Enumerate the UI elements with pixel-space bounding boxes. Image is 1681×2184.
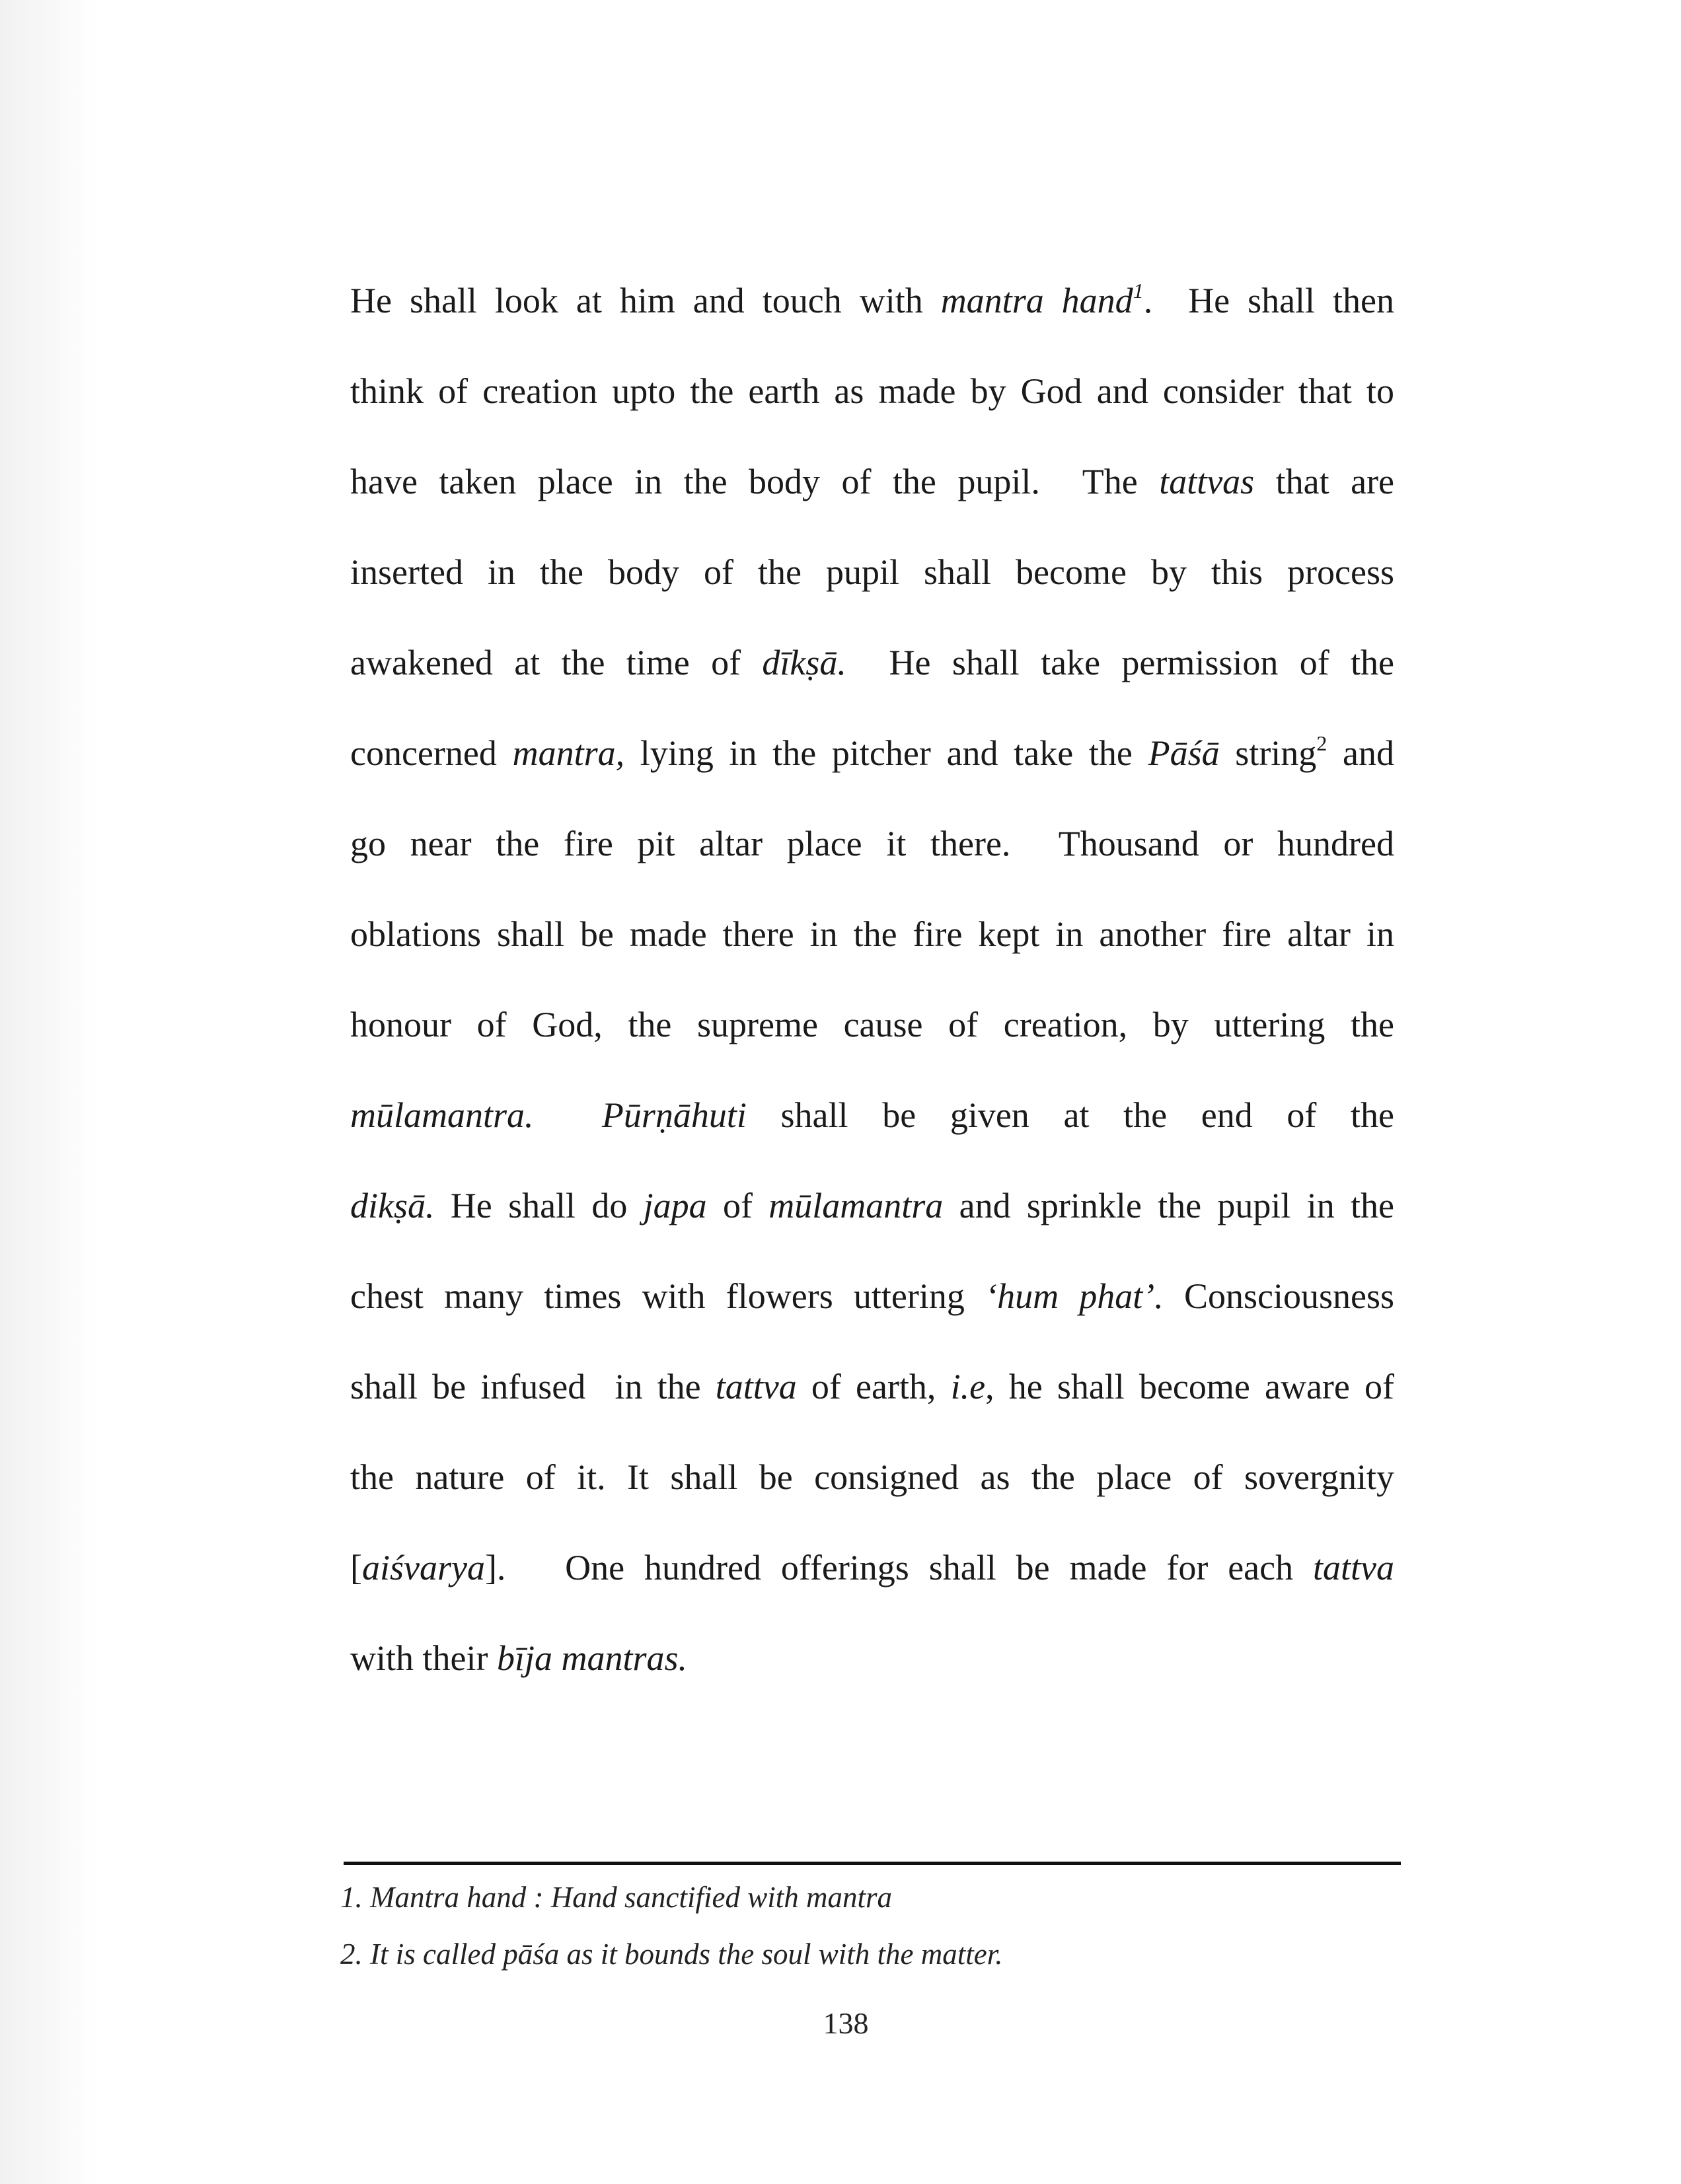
italic-term: mantra, [512, 733, 625, 773]
italic-term: i.e [950, 1367, 986, 1406]
text-segment: go near the fire pit altar place it there. Thousand or hundred [350, 824, 1394, 863]
text-line [350, 445, 1394, 536]
footnote-separator [344, 1862, 1401, 1865]
italic-term: mūlamantra [768, 1186, 944, 1225]
text-segment: of earth, [796, 1367, 951, 1406]
italic-term: Pāśā [1148, 733, 1220, 773]
text-segment: concerned [350, 733, 513, 773]
italic-term: mūlamantra. [350, 1095, 534, 1135]
text-segment: lying in the pitcher and take the [624, 733, 1148, 773]
footnote-1: 1. Mantra hand : Hand sanctified with mantra [340, 1881, 892, 1914]
text-line [350, 355, 1394, 445]
text-segment: think of creation upto the earth as made by God and consider that to [350, 371, 1394, 411]
page-number: 138 [823, 2006, 869, 2040]
text-line [350, 988, 1394, 1079]
text-segment: awakened at the time of [350, 643, 763, 682]
italic-term: japa [643, 1186, 707, 1225]
text-segment: of [706, 1186, 769, 1225]
text-segment: honour of God, the supreme cause of creation, by uttering the [350, 1005, 1394, 1044]
text-segment: [ [350, 1548, 362, 1587]
text-segment: He shall do [434, 1186, 644, 1225]
text-segment: He shall take permission of the [846, 643, 1394, 682]
text-line [350, 1350, 1394, 1441]
text-segment: , he shall become aware of [985, 1367, 1394, 1406]
italic-term: tattvas [1159, 462, 1255, 501]
text-segment: chest many times with flowers uttering [350, 1276, 986, 1316]
text-line [350, 626, 1394, 717]
italic-term: Pūrṇāhuti [601, 1095, 747, 1135]
text-line [350, 717, 1394, 807]
italic-term: bīja mantras. [496, 1638, 688, 1678]
italic-term: tattva [715, 1367, 797, 1406]
text-segment: inserted in the body of the pupil shall become by this process [350, 552, 1394, 592]
text-segment: shall be given at the end of the [746, 1095, 1395, 1135]
italic-term: ‘hum phat’. [985, 1276, 1164, 1316]
text-line [350, 1260, 1394, 1350]
italic-term: tattva [1313, 1548, 1394, 1587]
text-segment: that are [1254, 462, 1394, 501]
text-line [350, 1169, 1394, 1260]
text-line [350, 807, 1394, 898]
text-segment: shall be infused in the [350, 1367, 716, 1406]
text-line [350, 1441, 1394, 1531]
italic-term: dikṣā. [350, 1186, 435, 1225]
text-segment: and [1327, 733, 1394, 773]
text-line [350, 1622, 1394, 1712]
footnote-marker: 1 [1133, 279, 1144, 303]
text-segment: . He shall then [1143, 281, 1395, 320]
text-segment: oblations shall be made there in the fire kept in another fire altar in [350, 914, 1394, 954]
text-line [350, 1531, 1394, 1622]
text-segment: have taken place in the body of the pupil. The [350, 462, 1160, 501]
text-line [350, 264, 1394, 355]
italic-term: aiśvarya [361, 1548, 485, 1587]
text-line [350, 536, 1394, 626]
text-segment: string [1219, 733, 1317, 773]
text-segment: Consciousness [1163, 1276, 1395, 1316]
text-segment: with their [350, 1638, 497, 1678]
italic-term: dīkṣā. [762, 643, 846, 682]
text-segment: ]. One hundred offerings shall be made for each [484, 1548, 1314, 1587]
text-segment: and sprinkle the pupil in the [943, 1186, 1395, 1225]
text-segment [534, 1095, 602, 1135]
body-paragraph [350, 264, 1394, 1712]
italic-term: mantra hand [940, 281, 1133, 320]
text-line [350, 1079, 1394, 1169]
text-segment: the nature of it. It shall be consigned as the place of sovergnity [350, 1457, 1394, 1497]
text-segment: He shall look at him and touch with [350, 281, 941, 320]
footnote-marker: 2 [1316, 731, 1327, 755]
footnotes [340, 1874, 1411, 1987]
footnote-2: 2. It is called pāśa as it bounds the soul with the matter. [340, 1938, 1003, 1971]
text-line [350, 898, 1394, 988]
